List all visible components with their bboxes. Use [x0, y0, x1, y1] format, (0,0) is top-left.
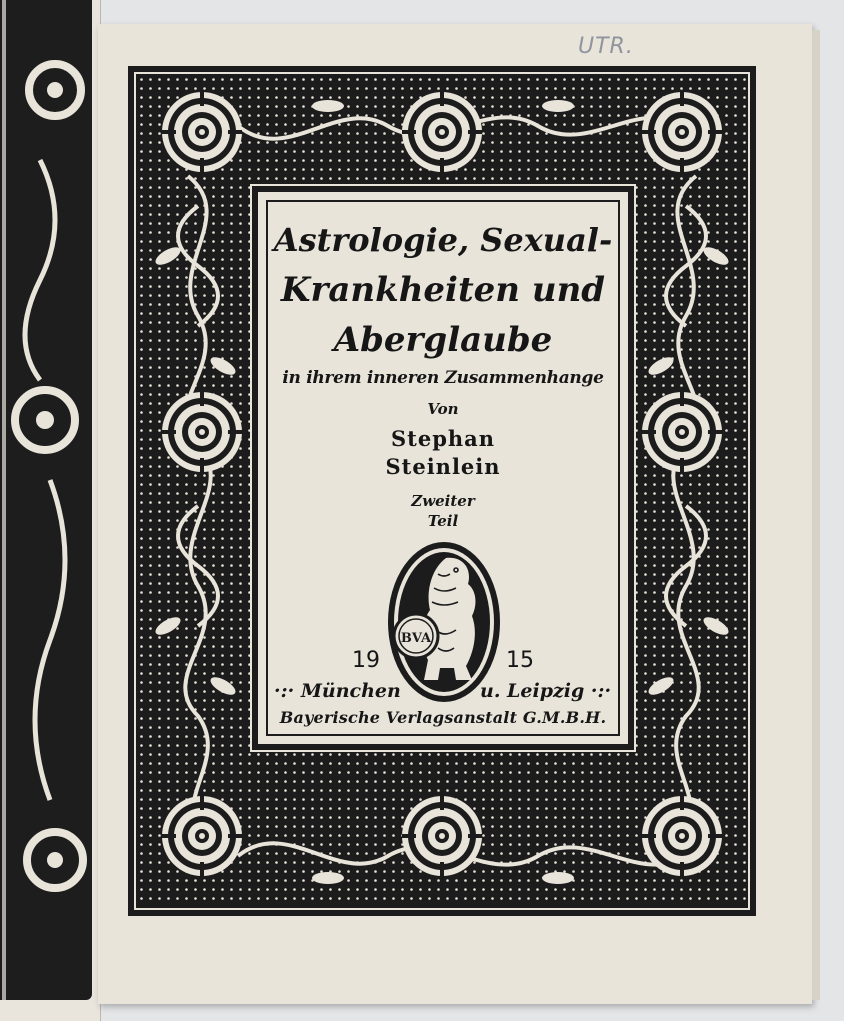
- page-edge: [812, 30, 820, 1000]
- place-leipzig: u. Leipzig ·:·: [480, 680, 612, 702]
- title-line-3: Aberglaube: [333, 320, 553, 360]
- year-right-digits: 15: [506, 648, 534, 673]
- subtitle: in ihrem inneren Zusammenhange: [282, 368, 604, 388]
- publisher-name: Bayerische Verlagsanstalt G.M.B.H.: [279, 708, 607, 727]
- author-first-name: Stephan: [390, 426, 496, 451]
- title-line-2: Krankheiten und: [280, 270, 606, 310]
- title-panel: [258, 192, 628, 744]
- pencil-note: UTR.: [578, 34, 634, 59]
- emblem-monogram: BVA: [400, 631, 432, 646]
- year-left-digits: 19: [352, 648, 380, 673]
- facing-page-ornament: [0, 0, 92, 1000]
- part-label-zweiter: Zweiter: [411, 492, 475, 510]
- facing-page: [0, 0, 101, 1021]
- place-munich: ·:· München: [274, 680, 401, 702]
- facing-page-pattern: [0, 0, 92, 1000]
- author-last-name: Steinlein: [385, 454, 501, 479]
- part-label-teil: Teil: [427, 512, 459, 530]
- title-line-1: Astrologie, Sexual-: [273, 221, 613, 259]
- byline-von: Von: [427, 400, 459, 418]
